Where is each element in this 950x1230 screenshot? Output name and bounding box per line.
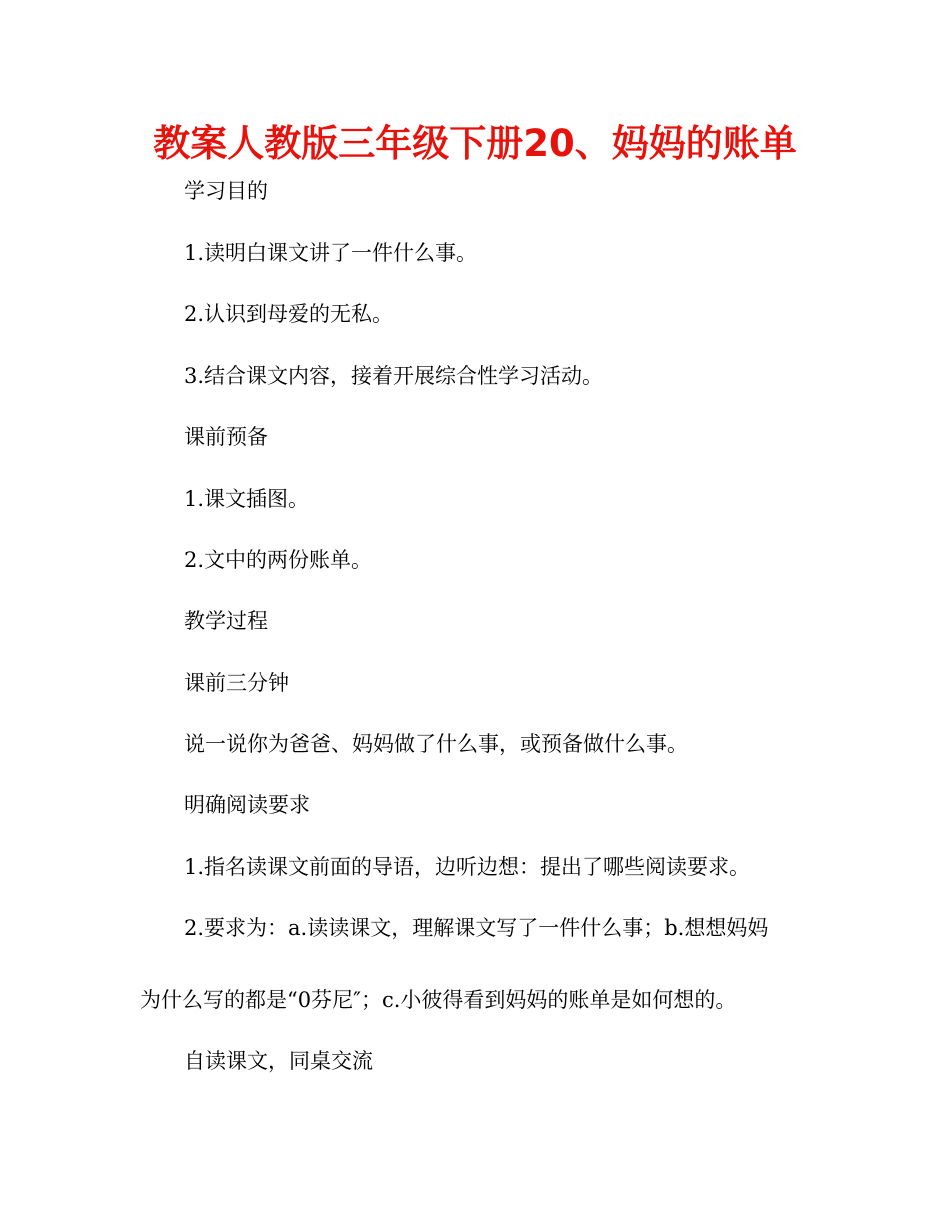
paragraph: 2.要求为：a.读读课文，理解课文写了一件什么事；b.想想妈妈: [184, 916, 769, 940]
paragraph: 2.文中的两份账单。: [184, 548, 373, 572]
paragraph-heading: 教学过程: [184, 609, 268, 633]
paragraph-continuation: 为什么写的都是“0芬尼″；c.小彼得看到妈妈的账单是如何想的。: [140, 988, 737, 1012]
paragraph-heading: 课前预备: [184, 425, 268, 449]
paragraph-heading: 自读课文，同桌交流: [184, 1049, 373, 1073]
paragraph-heading: 学习目的: [184, 179, 268, 203]
paragraph: 3.结合课文内容，接着开展综合性学习活动。: [184, 364, 604, 388]
paragraph: 1.课文插图。: [184, 487, 310, 511]
paragraph: 1.指名读课文前面的导语，边听边想：提出了哪些阅读要求。: [184, 855, 751, 879]
paragraph: 2.认识到母爱的无私。: [184, 302, 394, 326]
paragraph-heading: 明确阅读要求: [184, 793, 310, 817]
paragraph: 1.读明白课文讲了一件什么事。: [184, 241, 478, 265]
document-title: 教案人教版三年级下册20、妈妈的账单: [153, 122, 797, 165]
paragraph: 说一说你为爸爸、妈妈做了什么事，或预备做什么事。: [184, 732, 688, 756]
paragraph-heading: 课前三分钟: [184, 671, 289, 695]
